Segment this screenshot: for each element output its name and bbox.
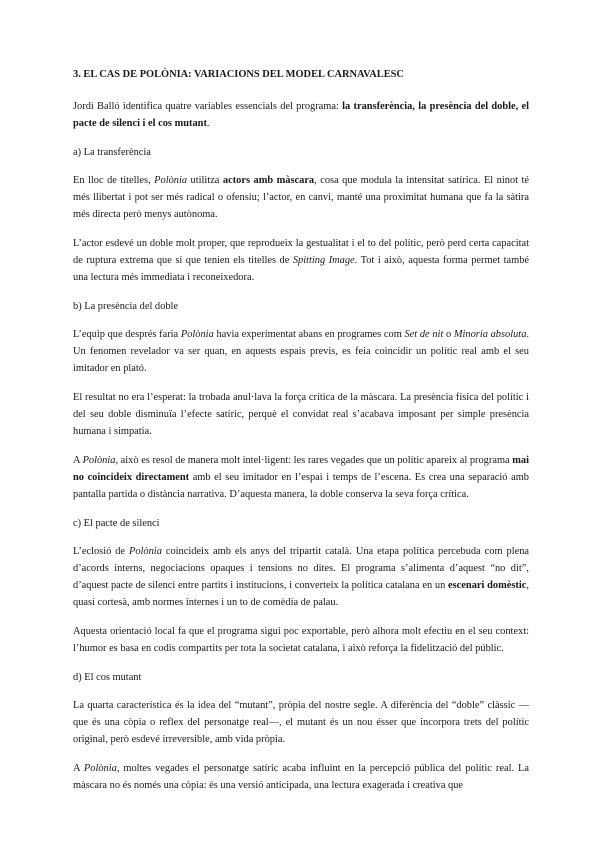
paragraph-b2: El resultat no era l’esperat: la trobada anul·lava la força crítica de la màscara. La presència física del polític i del seu doble disminuïa l’efecte satíric, perquè el convidat real s’acabava imposant per simple presència humana i simpatia. <box>73 392 529 437</box>
subsection-title-a: a) La transferència <box>73 147 151 158</box>
paragraph-a2: L’actor esdevé un doble molt proper, que reprodueix la gestualitat i el to del polític, però perd certa capacitat de ruptura extrema que sí que tenien els titelles de Spitting Image. Tot i això, aquesta forma permet també una lectura més immediata i reconeixedora. <box>73 238 529 283</box>
paragraph-d1: La quarta característica és la idea del “mutant”, pròpia del nostre segle. A diferència del “doble” clàssic —que és una còpia o reflex del personatge real—, el mutant és un nou ésser que incorpora trets del polític original, però esdevé irreversible, amb vida pròpia. <box>73 700 529 745</box>
paragraph-b3: A Polònia, això es resol de manera molt intel·ligent: les rares vegades que un polític apareix al programa mai no coincideix directament amb el seu imitador en l’espai i temps de l’escena. Es crea una separació amb pantalla partida o distància narrativa. D’aquesta manera, la doble conserva la seva força crítica. <box>73 455 530 500</box>
document-page <box>73 66 529 806</box>
subsection-title-d: d) El cos mutant <box>73 672 142 683</box>
paragraph-d2: A Polònia, moltes vegades el personatge satíric acaba influint en la percepció pública del polític real. La màscara no és només una còpia: és una versió anticipada, una lectura exagerada i creativa que <box>73 763 529 791</box>
paragraph-c2: Aquesta orientació local fa que el programa sigui poc exportable, però alhora molt efectiu en el seu context: l’humor es basa en codis compartits per tota la societat catalana, i això reforça la fidelització del públic. <box>73 626 529 654</box>
key-variables: la transferència, la presència del doble, el pacte de silenci i el cos mutant <box>73 101 530 129</box>
intro-paragraph: Jordi Balló identifica quatre variables essencials del programa: la transferència, la presència del doble, el pacte de silenci i el cos mutant. <box>73 101 530 129</box>
paragraph-a1: En lloc de titelles, Polònia utilitza actors amb màscara, cosa que modula la intensitat satírica. El ninot té més llibertat i pot ser més radical o ofensiu; l’actor, en canvi, manté una proximitat humana que fa la sàtira més directa però menys autònoma. <box>73 175 530 220</box>
paragraph-b1: L’equip que després faria Polònia havia experimentat abans en programes com Set de nit o Minoria absoluta. Un fenomen revelador va ser quan, en aquests espais previs, es feia coincidir un polític real amb el seu imitador en plató. <box>73 329 530 374</box>
paragraph-c1: L’eclosió de Polònia coincideix amb els anys del tripartit català. Una etapa política percebuda com plena d’acords interns, negociacions opaques i tensions no dites. El programa s’alimenta d’aquest “no dit”, d’aquest pacte de silenci entre partits i institucions, i converteix la política catalana en un escenari domèstic, quasi cortesà, amb normes internes i un to de comèdia de palau. <box>73 546 530 608</box>
subsection-title-b: b) La presència del doble <box>73 301 179 312</box>
section-heading: 3. EL CAS DE POLÒNIA: VARIACIONS DEL MODEL CARNAVALESC <box>73 69 404 80</box>
subsection-title-c: c) El pacte de silenci <box>73 518 160 529</box>
